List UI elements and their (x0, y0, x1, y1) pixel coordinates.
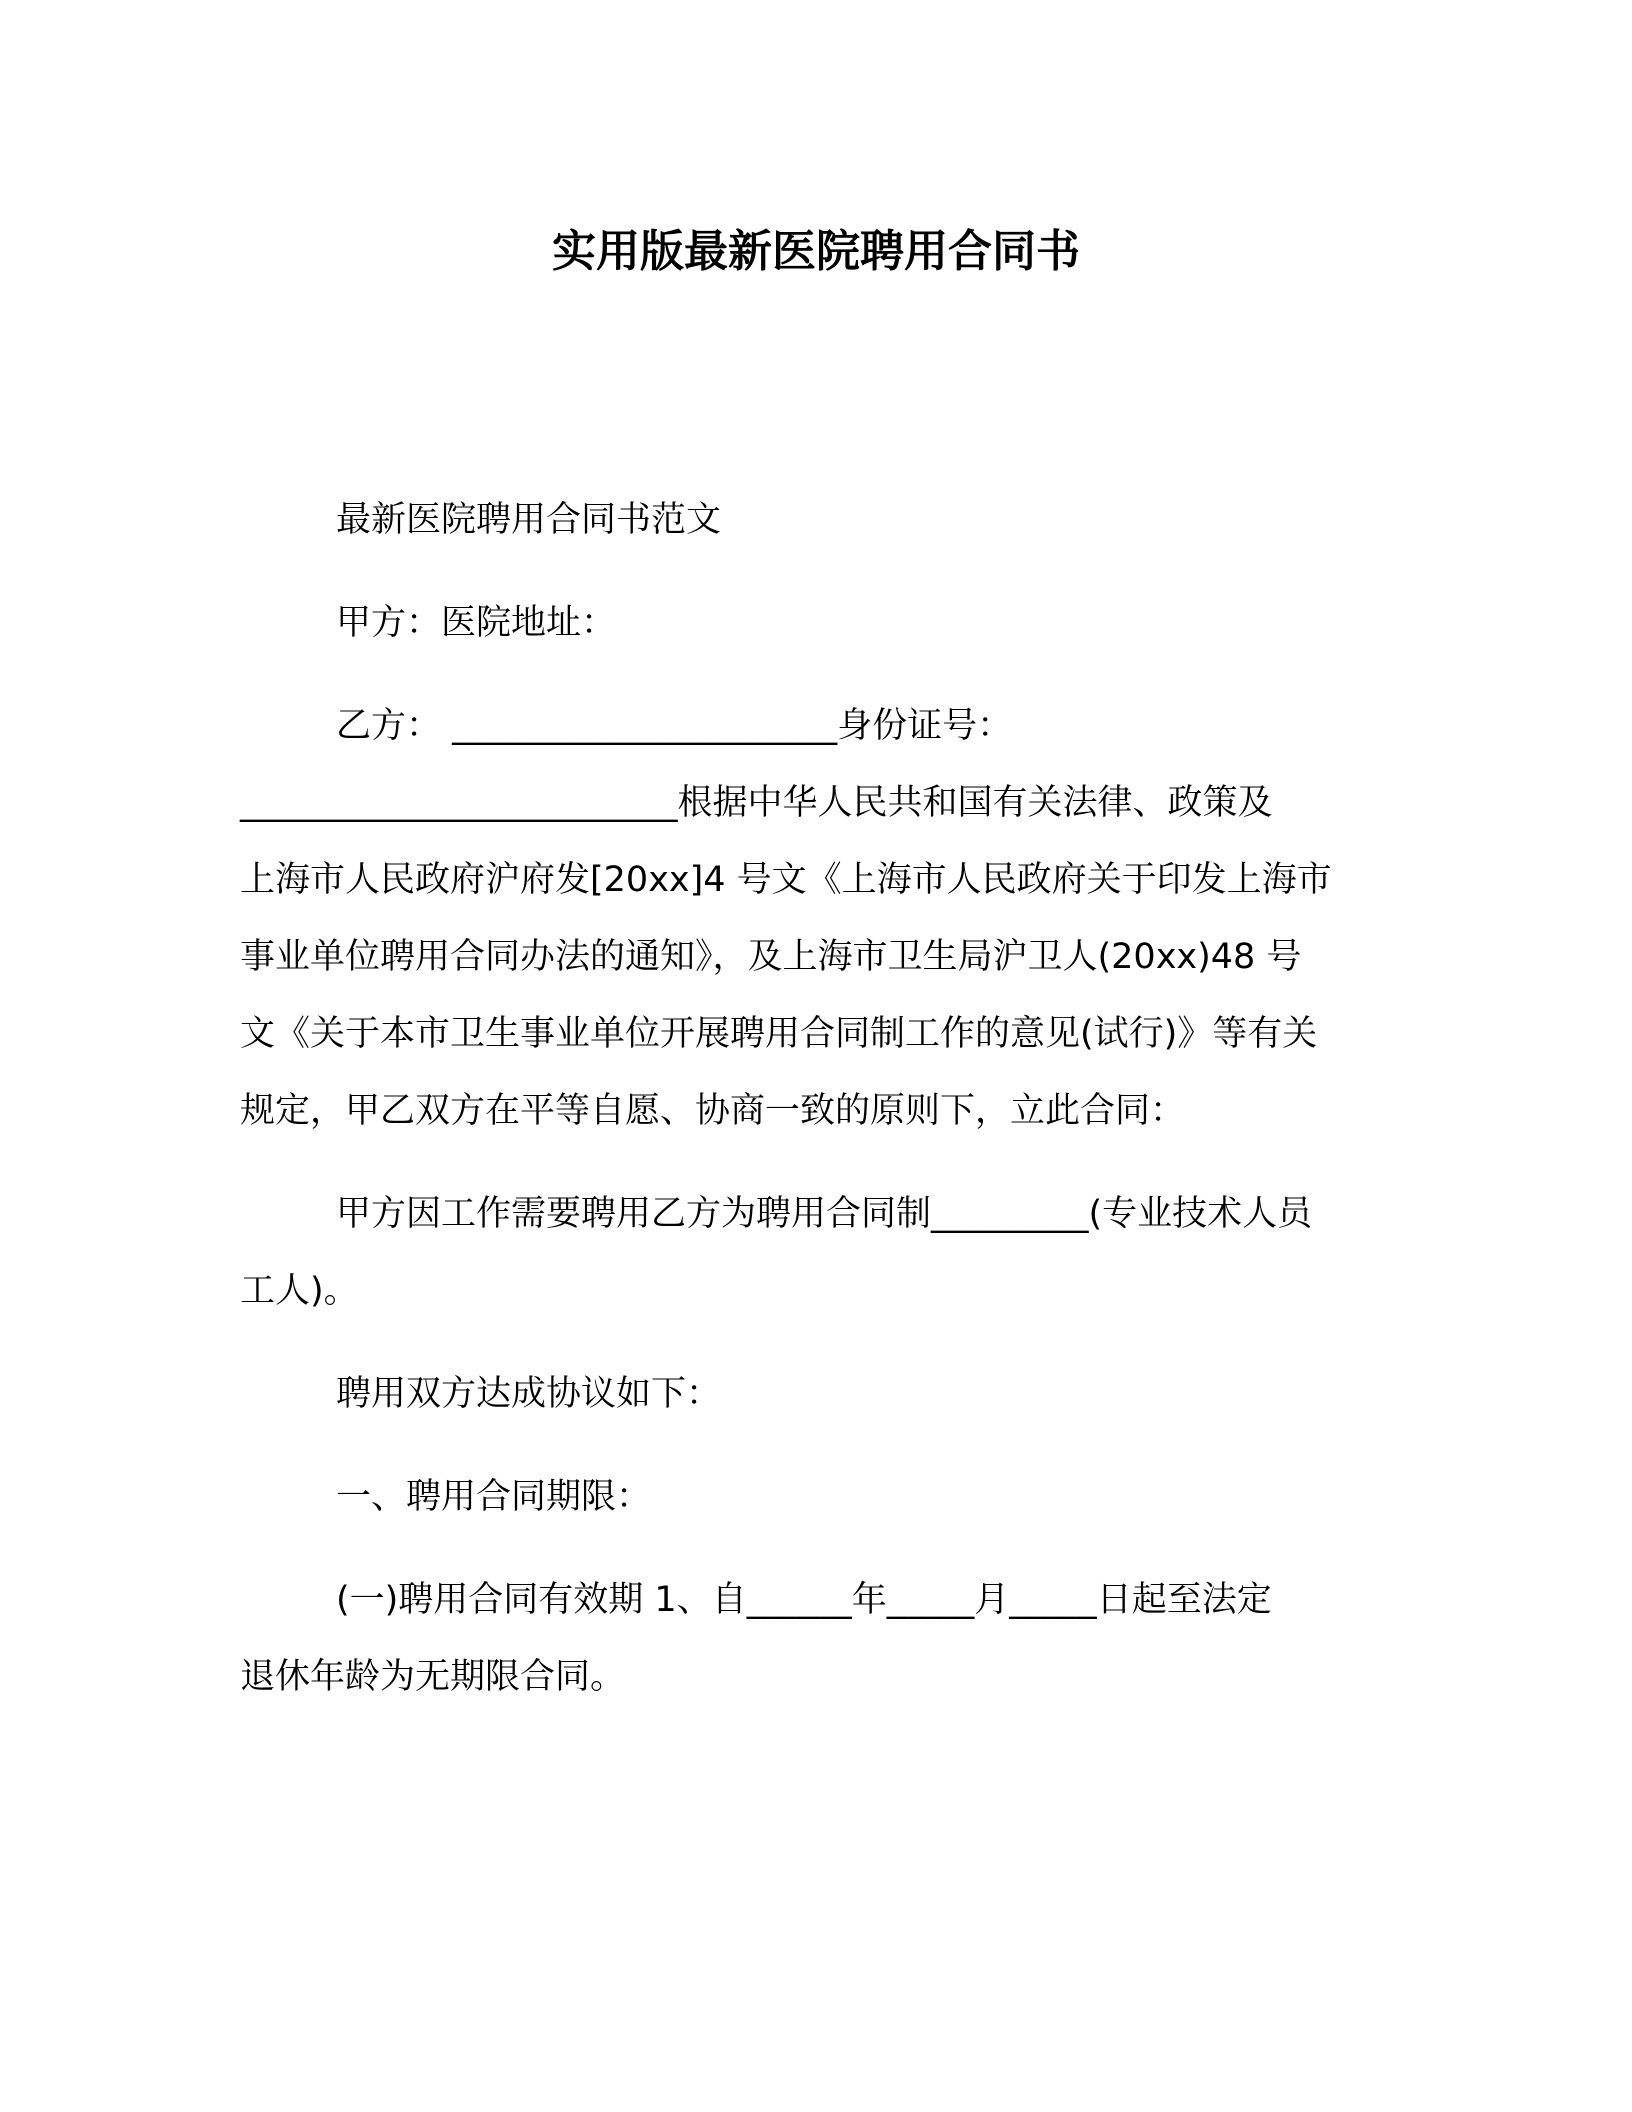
subtitle-line: 最新医院聘用合同书范文 (336, 500, 722, 540)
body-line: 事业单位聘用合同办法的通知》，及上海市卫生局沪卫人(20xx)48 号 (240, 937, 1302, 977)
party-a-line: 甲方：医院地址： (336, 603, 617, 643)
body-line: 工人)。 (240, 1271, 359, 1311)
body-line: 甲方因工作需要聘用乙方为聘用合同制_________(专业技术人员 (336, 1194, 1313, 1234)
agreement-heading: 聘用双方达成协议如下： (336, 1374, 722, 1414)
body-line: 上海市人民政府沪府发[20xx]4 号文《上海市人民政府关于印发上海市 (240, 860, 1332, 900)
document-title: 实用版最新医院聘用合同书 (552, 226, 1080, 277)
body-line: _________________________根据中华人民共和国有关法律、政策及 (240, 783, 1273, 823)
body-line: 规定，甲乙双方在平等自愿、协商一致的原则下，立此合同： (240, 1091, 1186, 1131)
section-heading: 一、聘用合同期限： (336, 1477, 652, 1517)
body-line: 退休年龄为无期限合同。 (240, 1657, 626, 1697)
body-line: 文《关于本市卫生事业单位开展聘用合同制工作的意见(试行)》等有关 (240, 1014, 1318, 1054)
party-b-line: 乙方： ______________________身份证号： (336, 706, 1013, 746)
body-line: (一)聘用合同有效期 1、自______年_____月_____日起至法定 (336, 1580, 1272, 1620)
